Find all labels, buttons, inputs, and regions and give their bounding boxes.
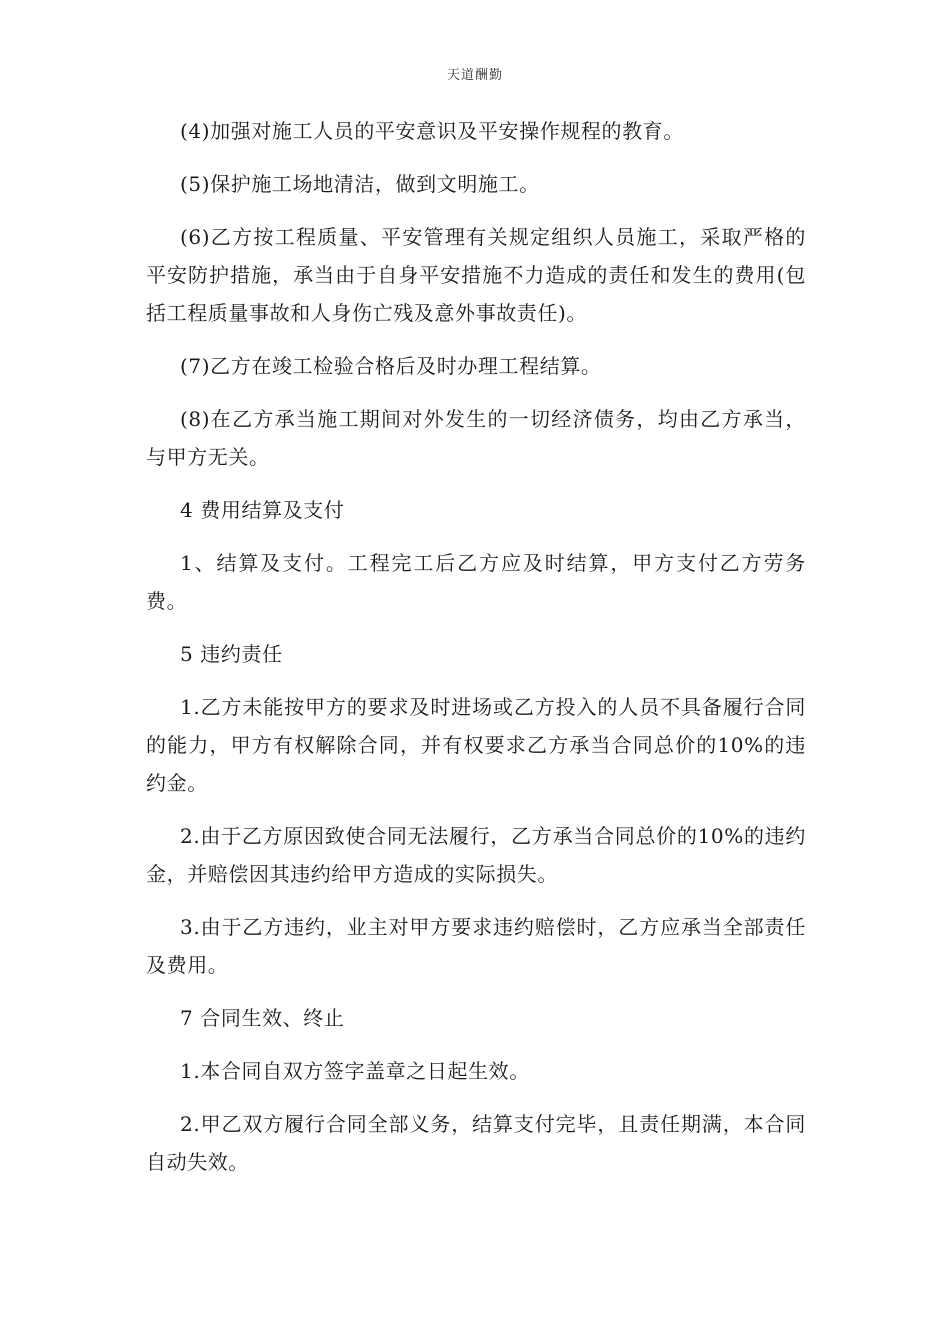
clause-item: (4)加强对施工人员的平安意识及平安操作规程的教育。 <box>180 119 684 143</box>
clause-item: (6)乙方按工程质量、平安管理有关规定组织人员施工，采取严格的平安防护措施，承当由于自身平安措施不力造成的责任和发生的费用(包括工程质量事故和人身伤亡残及意外事故责任)。 <box>146 225 806 325</box>
clause-item: 1、结算及支付。工程完工后乙方应及时结算，甲方支付乙方劳务费。 <box>146 551 806 613</box>
clause-item: 1.乙方未能按甲方的要求及时进场或乙方投入的人员不具备履行合同的能力，甲方有权解除合同，并有权要求乙方承当合同总价的10%的违约金。 <box>146 695 806 795</box>
clause-item: (7)乙方在竣工检验合格后及时办理工程结算。 <box>180 354 602 378</box>
document-body <box>146 112 806 1196</box>
section-heading: 7 合同生效、终止 <box>180 1006 345 1030</box>
page-header: 天道酬勤 <box>446 68 503 83</box>
clause-item: 2.由于乙方原因致使合同无法履行，乙方承当合同总价的10%的违约金，并赔偿因其违约给甲方造成的实际损失。 <box>146 824 806 886</box>
clause-item: 3.由于乙方违约，业主对甲方要求违约赔偿时，乙方应承当全部责任及费用。 <box>146 915 806 977</box>
clause-item: (8)在乙方承当施工期间对外发生的一切经济债务，均由乙方承当，与甲方无关。 <box>146 407 806 469</box>
clause-item: (5)保护施工场地清洁，做到文明施工。 <box>180 172 540 196</box>
section-heading: 5 违约责任 <box>180 642 283 666</box>
clause-item: 1.本合同自双方签字盖章之日起生效。 <box>180 1059 530 1083</box>
section-heading: 4 费用结算及支付 <box>180 498 345 522</box>
clause-item: 2.甲乙双方履行合同全部义务，结算支付完毕，且责任期满，本合同自动失效。 <box>146 1112 806 1174</box>
